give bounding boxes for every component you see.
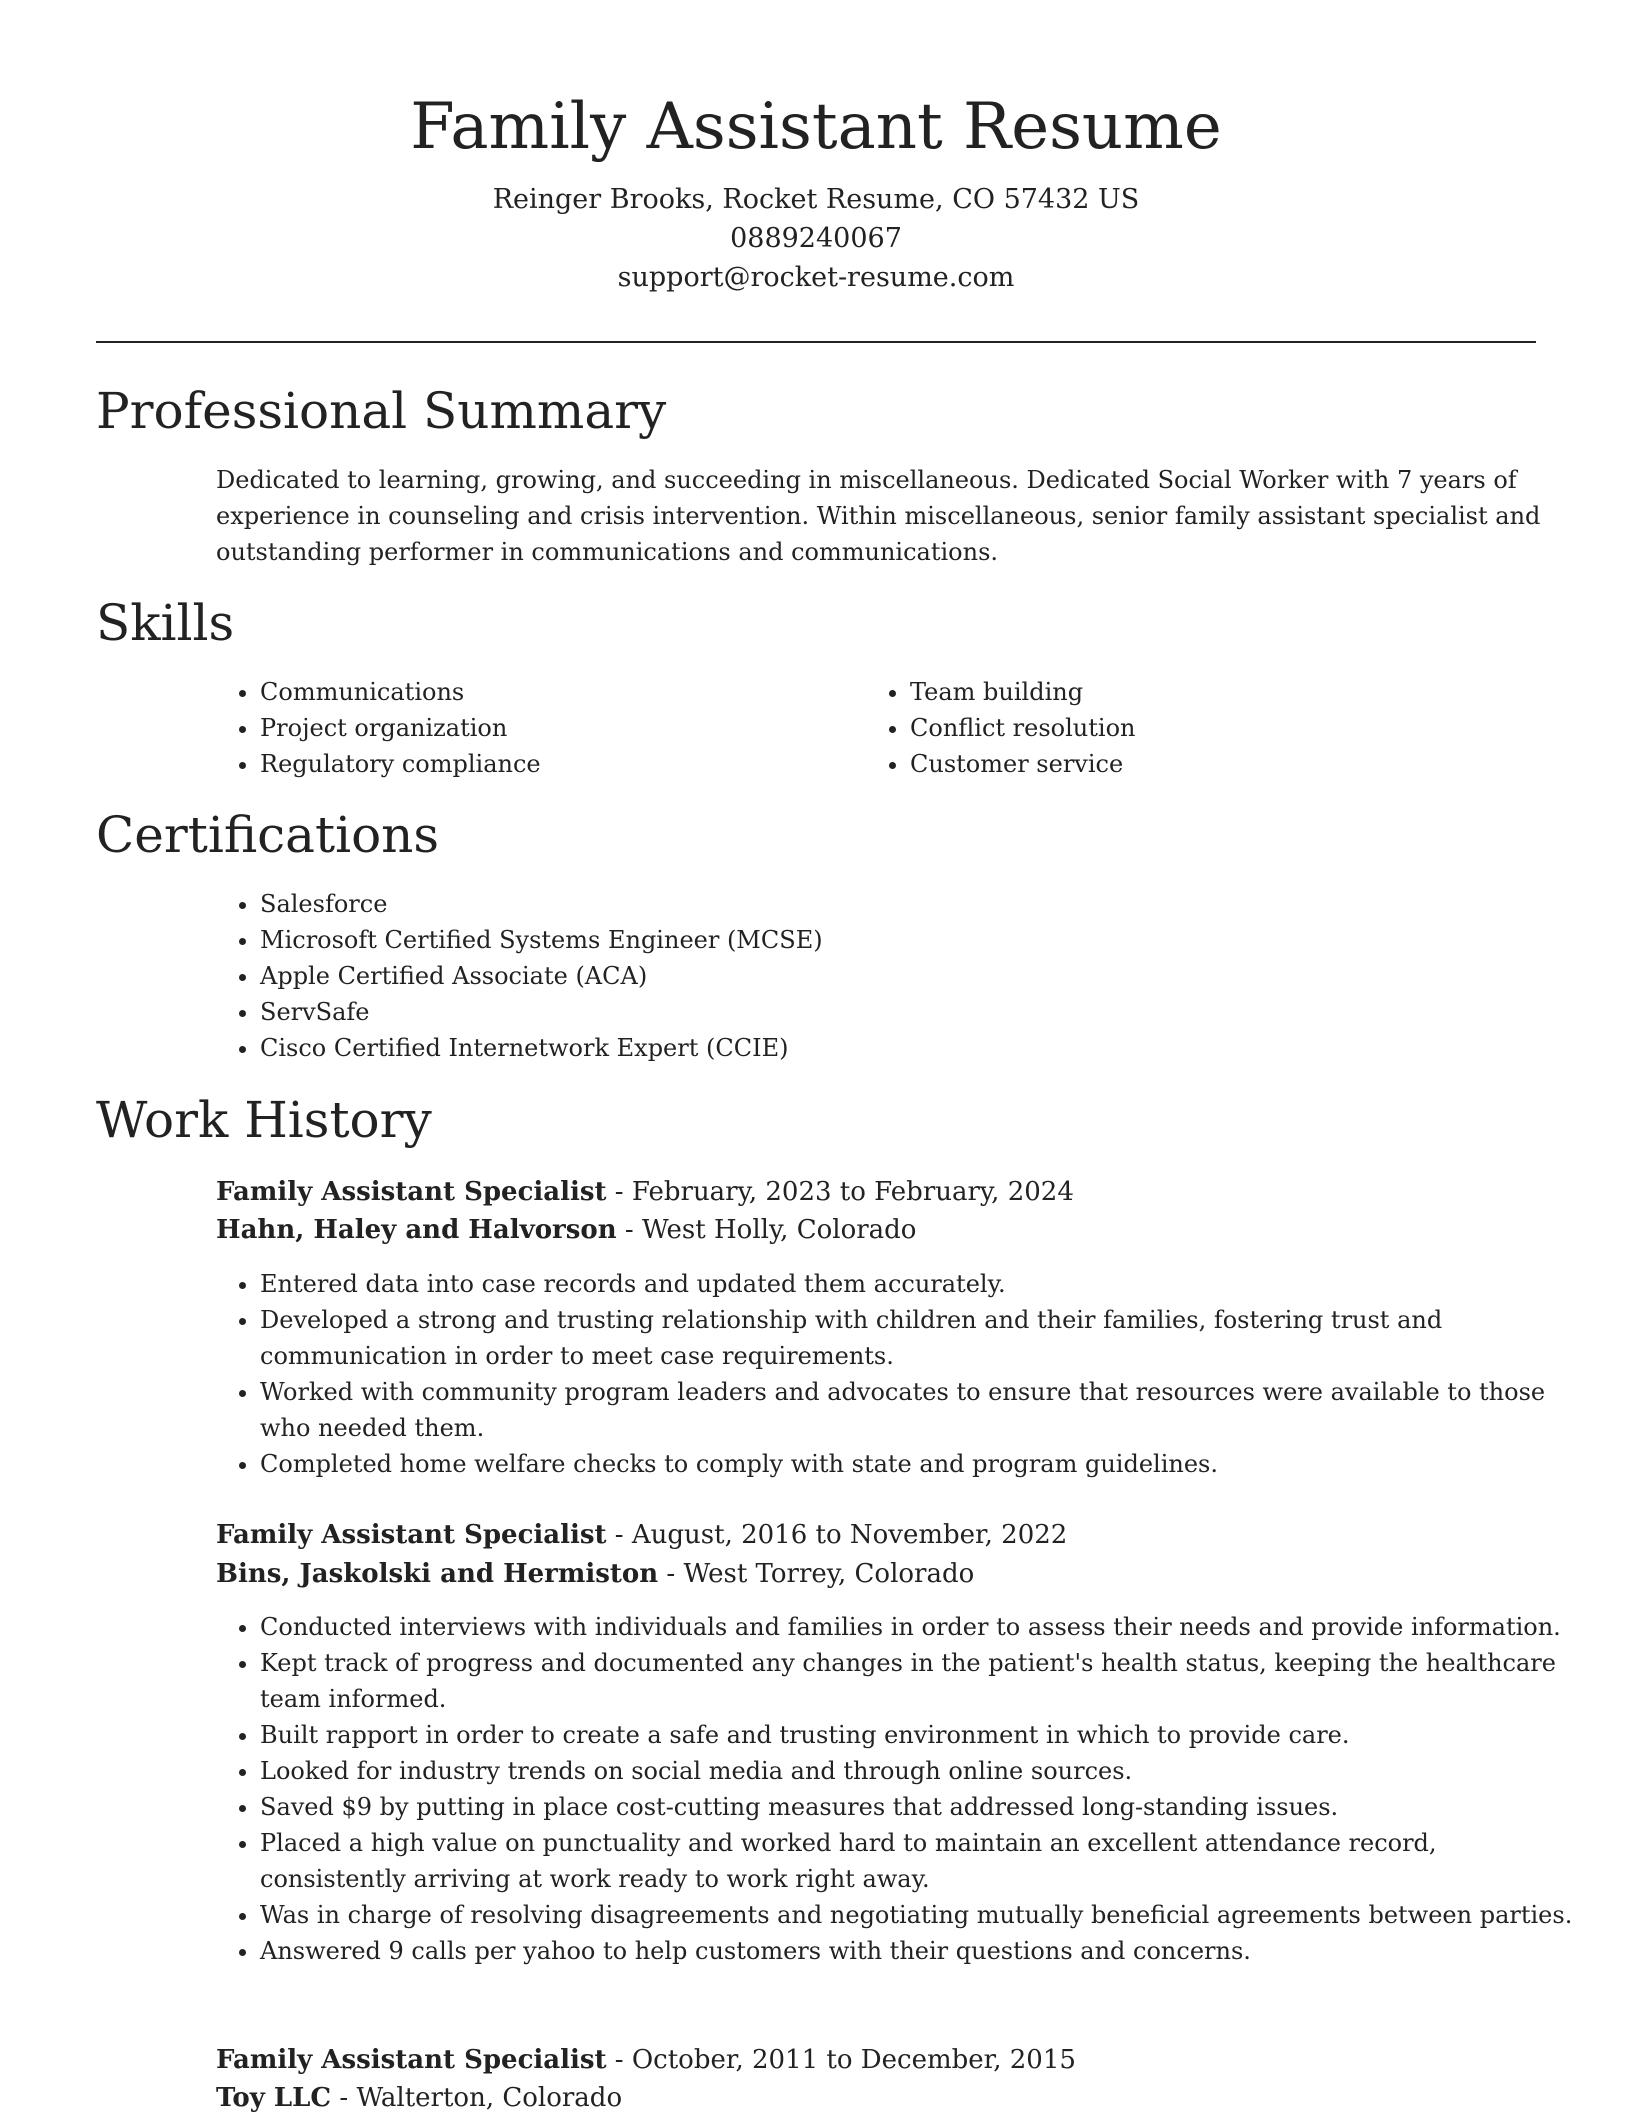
job-location: - West Holly, Colorado [616,1215,917,1245]
job-bullet: • Worked with community program leaders and advocates to ensure that resources were available to those who needed them. [260,1374,1590,1446]
job-company-line [216,2079,622,2117]
job-company: Bins, Jaskolski and Hermiston [216,1559,659,1589]
job-company: Hahn, Haley and Halvorson [216,1215,617,1245]
job-bullet: • Answered 9 calls per yahoo to help customers with their questions and concerns. [260,1933,1590,1969]
certification-item: • Apple Certified Associate (ACA) [260,958,1585,994]
certifications-list [216,886,1585,1066]
skills-list-right [866,674,1530,782]
skill-item: • Conflict resolution [910,710,1530,746]
job-title-line [216,1173,1074,1211]
job-title-line [216,1516,1067,1554]
skill-item: • Regulatory compliance [260,746,860,782]
job-role: Family Assistant Specialist [216,1520,607,1550]
job-bullet: • Kept track of progress and documented any changes in the patient's health status, keeping the healthcare team informed. [260,1645,1590,1717]
skills-list-left [216,674,860,782]
certifications-heading: Certifications [96,806,440,864]
job-dates: - February, 2023 to February, 2024 [606,1177,1074,1207]
job-company-line [216,1211,916,1249]
job-bullets [216,1266,1590,1482]
job-bullets [216,1609,1590,1969]
job-location: - Walterton, Colorado [331,2083,623,2113]
certification-item: • Microsoft Certified Systems Engineer (MCSE) [260,922,1585,958]
job-bullet: • Entered data into case records and updated them accurately. [260,1266,1590,1302]
job-bullet: • Completed home welfare checks to comply with state and program guidelines. [260,1446,1590,1482]
contact-address: Reinger Brooks, Rocket Resume, CO 57432 US [492,184,1140,215]
skill-item: • Communications [260,674,860,710]
certification-item: • Salesforce [260,886,1585,922]
skill-item: • Project organization [260,710,860,746]
job-title-line [216,2041,1076,2079]
job-dates: - August, 2016 to November, 2022 [606,1520,1068,1550]
job-bullet: • Placed a high value on punctuality and worked hard to maintain an excellent attendance record, consistently arriving at work ready to work right away. [260,1825,1590,1897]
job-bullet: • Looked for industry trends on social media and through online sources. [260,1753,1590,1789]
certification-item: • Cisco Certified Internetwork Expert (CCIE) [260,1030,1585,1066]
job-company: Toy LLC [216,2083,332,2113]
job-location: - West Torrey, Colorado [658,1559,975,1589]
job-role: Family Assistant Specialist [216,1177,607,1207]
skill-item: • Customer service [910,746,1530,782]
contact-phone: 0889240067 [730,223,902,254]
job-role: Family Assistant Specialist [216,2045,607,2075]
job-dates: - October, 2011 to December, 2015 [606,2045,1076,2075]
summary-heading: Professional Summary [96,382,667,440]
job-bullet: • Developed a strong and trusting relationship with children and their families, fostering trust and communication in order to meet case requirements. [260,1302,1590,1374]
job-bullet: • Conducted interviews with individuals and families in order to assess their needs and provide information. [260,1609,1590,1645]
job-bullet: • Built rapport in order to create a safe and trusting environment in which to provide care. [260,1717,1590,1753]
resume-title: Family Assistant Resume [410,90,1222,164]
job-bullet: • Was in charge of resolving disagreements and negotiating mutually beneficial agreements between parties. [260,1897,1590,1933]
job-company-line [216,1555,974,1593]
skill-item: • Team building [910,674,1530,710]
work-history-heading: Work History [96,1091,432,1149]
summary-text: Dedicated to learning, growing, and succeeding in miscellaneous. Dedicated Social Worker with 7 years of experience in counseling and crisis intervention. Within miscellaneous, senior family assistant specialist and outstanding performer in communications and communications. [216,466,1541,566]
job-bullet: • Saved $9 by putting in place cost-cutting measures that addressed long-standing issues. [260,1789,1590,1825]
header-divider [96,341,1536,343]
contact-email: support@rocket-resume.com [617,262,1015,293]
resume-header [96,80,1536,297]
certification-item: • ServSafe [260,994,1585,1030]
skills-heading: Skills [96,594,235,652]
